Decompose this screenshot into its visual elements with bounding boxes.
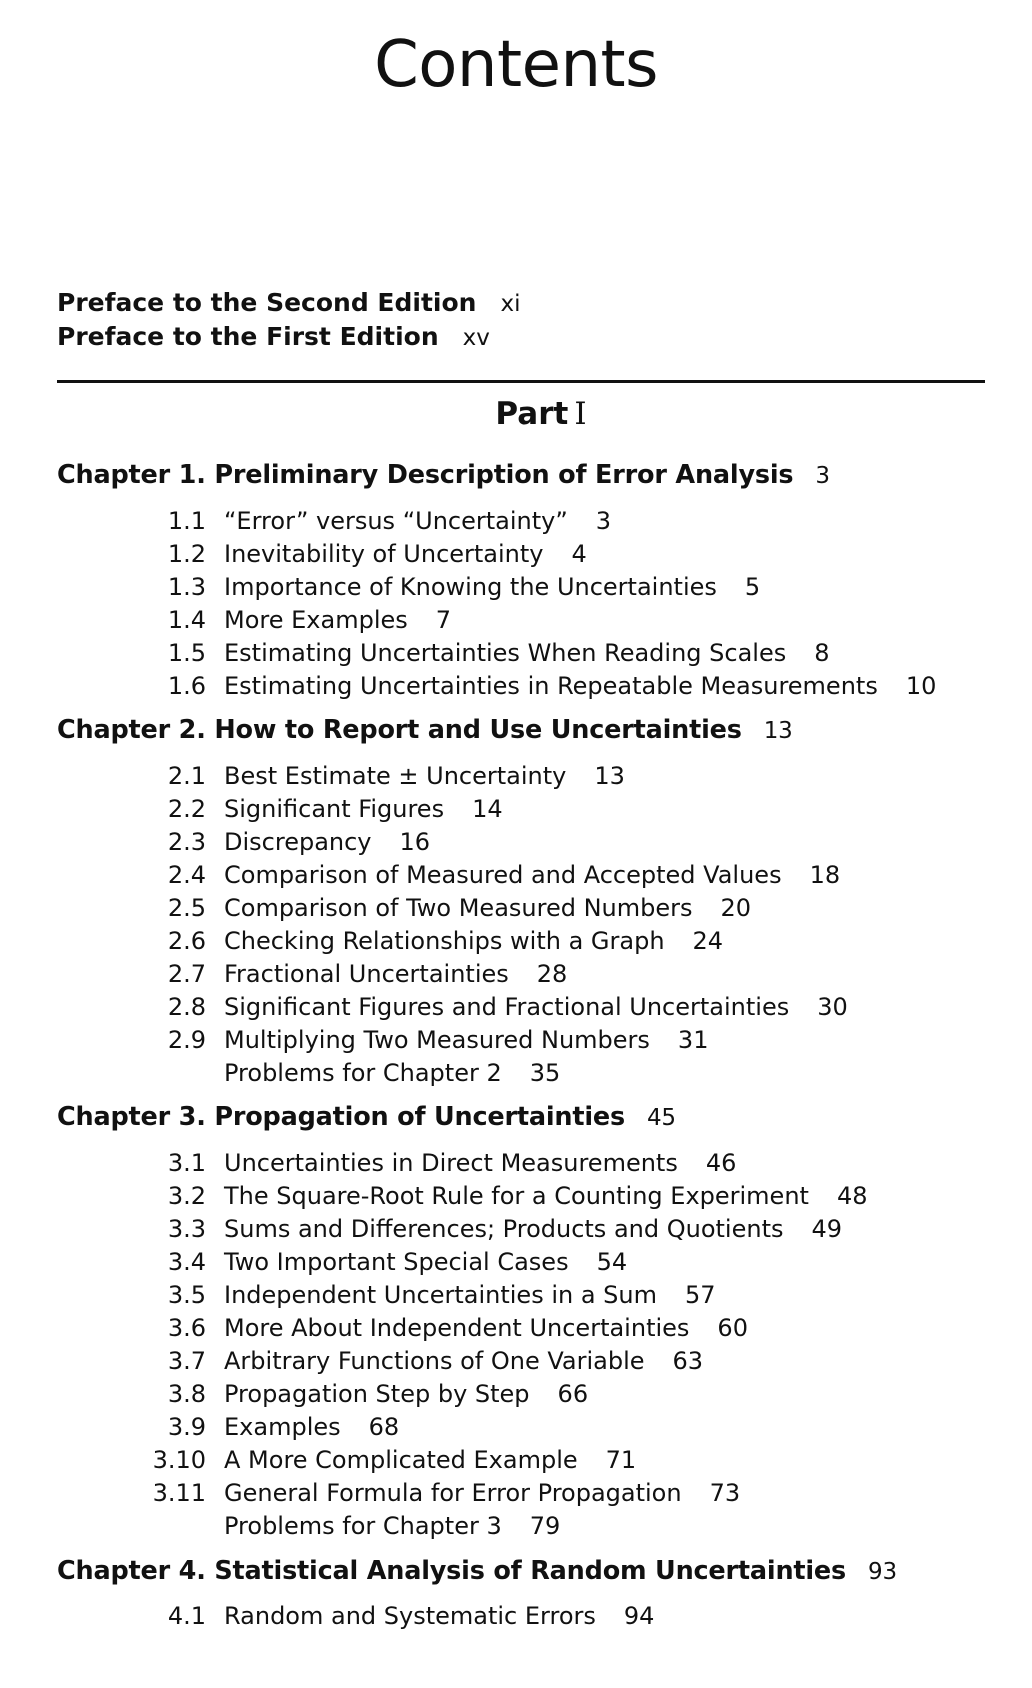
page-number: 45 <box>647 1105 676 1131</box>
page-number: 60 <box>717 1314 748 1342</box>
section-title: Importance of Knowing the Uncertainties <box>224 573 717 601</box>
section-title: Inevitability of Uncertainty <box>224 540 544 568</box>
preface-entry[interactable] <box>57 288 520 317</box>
page-number: 5 <box>744 573 761 601</box>
section-number: 1.3 <box>167 573 206 601</box>
page-number: 14 <box>472 795 503 823</box>
section-title: Comparison of Measured and Accepted Values <box>224 861 782 889</box>
page-number: 48 <box>836 1182 868 1210</box>
preface-label: Preface to the First Edition <box>57 322 439 351</box>
section-title: Comparison of Two Measured Numbers <box>224 894 693 922</box>
page-number: 35 <box>529 1059 561 1087</box>
section-title: Best Estimate ± Uncertainty <box>224 762 567 790</box>
page-number: 93 <box>868 1559 897 1585</box>
section-title: Significant Figures <box>224 795 445 823</box>
chapter-entry[interactable] <box>57 715 793 745</box>
section-number: 1.1 <box>167 507 206 535</box>
page-number: xi <box>500 291 521 317</box>
page-number: 3 <box>595 507 612 535</box>
section-title: Sums and Differences; Products and Quotients <box>224 1215 784 1243</box>
section-title: More Examples <box>224 606 408 634</box>
chapter-label: Chapter 4. Statistical Analysis of Random Uncertainties <box>57 1556 847 1586</box>
section-title: Two Important Special Cases <box>224 1248 569 1276</box>
section-title: General Formula for Error Propagation <box>224 1479 682 1507</box>
page-number: 13 <box>594 762 625 790</box>
page-number: 18 <box>809 861 841 889</box>
section-title: The Square-Root Rule for a Counting Experiment <box>224 1182 809 1210</box>
part-heading <box>0 396 1032 432</box>
section-number: 2.1 <box>167 762 206 790</box>
page-number: 7 <box>435 606 452 634</box>
section-number: 3.6 <box>167 1314 206 1342</box>
page-number: 13 <box>763 718 793 744</box>
page-number: 66 <box>557 1380 589 1408</box>
section-number: 3.8 <box>167 1380 206 1408</box>
section-number: 3.1 <box>167 1149 206 1177</box>
section-title: Uncertainties in Direct Measurements <box>224 1149 678 1177</box>
chapter-label: Chapter 2. How to Report and Use Uncertainties <box>57 715 742 745</box>
page-number: 28 <box>536 960 568 988</box>
page-number: 3 <box>815 463 830 489</box>
section-number: 2.8 <box>167 993 206 1021</box>
page-title: Contents <box>374 28 658 102</box>
section-number: 1.6 <box>167 672 206 700</box>
section-number: 3.5 <box>167 1281 206 1309</box>
page-number: 94 <box>623 1602 655 1630</box>
page-number: 57 <box>685 1281 716 1309</box>
chapter-label: Chapter 1. Preliminary Description of Error Analysis <box>57 460 794 490</box>
page-number: 24 <box>692 927 724 955</box>
section-title: Discrepancy <box>224 828 372 856</box>
page-number: 16 <box>399 828 431 856</box>
section-title: Fractional Uncertainties <box>224 960 509 988</box>
section-number: 2.6 <box>167 927 206 955</box>
section-title: Checking Relationships with a Graph <box>224 927 665 955</box>
section-title: Problems for Chapter 2 <box>224 1059 502 1087</box>
section-title: More About Independent Uncertainties <box>224 1314 690 1342</box>
section-number: 3.7 <box>167 1347 206 1375</box>
page-number: 4 <box>571 540 587 568</box>
section-title: Estimating Uncertainties When Reading Scales <box>224 639 787 667</box>
section-title: Problems for Chapter 3 <box>224 1512 502 1540</box>
section-number: 2.4 <box>167 861 206 889</box>
section-number: 2.3 <box>167 828 206 856</box>
page-number: 54 <box>596 1248 628 1276</box>
page-number: 20 <box>720 894 752 922</box>
section-number: 2.9 <box>167 1026 206 1054</box>
section-title: Independent Uncertainties in a Sum <box>224 1281 657 1309</box>
section-title: Propagation Step by Step <box>224 1380 530 1408</box>
section-title: A More Complicated Example <box>224 1446 578 1474</box>
page-number: xv <box>462 325 490 351</box>
chapter-label: Chapter 3. Propagation of Uncertainties <box>57 1102 625 1132</box>
section-number: 2.5 <box>167 894 206 922</box>
section-number: 3.11 <box>152 1479 206 1507</box>
section-number: 3.9 <box>167 1413 206 1441</box>
page-number: 68 <box>368 1413 400 1441</box>
divider-rule <box>57 380 985 383</box>
part-number: I <box>574 396 587 432</box>
section-number: 1.2 <box>167 540 206 568</box>
section-title: “Error” versus “Uncertainty” <box>224 507 568 535</box>
preface-entry[interactable] <box>57 322 490 351</box>
section-number: 3.4 <box>167 1248 206 1276</box>
chapter-entry[interactable] <box>57 460 830 490</box>
page-number: 73 <box>709 1479 741 1507</box>
section-title: Random and Systematic Errors <box>224 1602 596 1630</box>
section-number: 3.2 <box>167 1182 206 1210</box>
section-title: Examples <box>224 1413 341 1441</box>
section-number: 1.4 <box>167 606 206 634</box>
section-number: 3.3 <box>167 1215 206 1243</box>
page-number: 79 <box>529 1512 561 1540</box>
page-number: 46 <box>705 1149 737 1177</box>
section-number: 2.7 <box>167 960 206 988</box>
chapter-entry[interactable] <box>57 1556 897 1586</box>
section-number: 3.10 <box>152 1446 206 1474</box>
page-number: 31 <box>677 1026 709 1054</box>
section-number: 2.2 <box>167 795 206 823</box>
page-number: 49 <box>811 1215 843 1243</box>
section-title: Arbitrary Functions of One Variable <box>224 1347 645 1375</box>
section-title: Multiplying Two Measured Numbers <box>224 1026 650 1054</box>
preface-label: Preface to the Second Edition <box>57 288 477 317</box>
section-title: Estimating Uncertainties in Repeatable Measurements <box>224 672 878 700</box>
page-number: 10 <box>905 672 937 700</box>
part-label: Part <box>495 396 569 432</box>
chapter-entry[interactable] <box>57 1102 676 1132</box>
section-title: Significant Figures and Fractional Uncertainties <box>224 993 790 1021</box>
page-number: 30 <box>817 993 848 1021</box>
page-number: 71 <box>605 1446 637 1474</box>
section-number: 1.5 <box>167 639 206 667</box>
page-number: 8 <box>814 639 830 667</box>
section-number: 4.1 <box>167 1602 206 1630</box>
page-number: 63 <box>672 1347 704 1375</box>
